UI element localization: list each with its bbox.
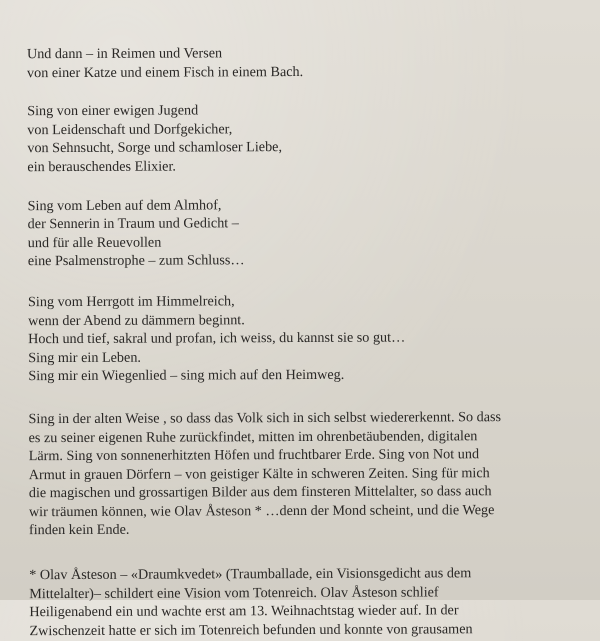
text-line: von Sehnsucht, Sorge und schamloser Liebe, — [27, 139, 283, 157]
text-line: Sing mir ein Wiegenlied – sing mich auf den Heimweg. — [28, 367, 345, 385]
stanza-2 — [27, 100, 575, 177]
stanza-1 — [27, 43, 575, 83]
text-line: Sing mir ein Leben. — [28, 349, 141, 366]
text-line: Sing in der alten Weise , so dass das Volk sich in sich selbst wiedererkennt. So dass — [28, 409, 502, 428]
text-line: Lärm. Sing von sonnenerhitzten Höfen und fruchtbarer Erde. Sing von Not und — [28, 446, 480, 465]
text-line: Zwischenzeit hatte er sich im Totenreich befunden und konnte von grausamen — [29, 621, 473, 640]
text-line: Sing von einer ewigen Jugend — [27, 102, 199, 120]
text-line: finden kein Ende. — [28, 522, 130, 539]
footnote — [29, 564, 577, 641]
text-line: Sing vom Leben auf dem Almhof, — [27, 196, 222, 214]
stanza-4 — [28, 291, 576, 386]
text-line: und für alle Reuevollen — [27, 234, 162, 251]
text-line: Armut in grauen Dörfern – von geistiger Kälte in schweren Zeiten. Sing für mich — [28, 464, 490, 483]
prose-paragraph — [28, 408, 577, 541]
text-line: von Leidenschaft und Dorfgekicher, — [27, 121, 233, 138]
text-line: Sing vom Herrgott im Himmelreich, — [27, 293, 235, 311]
text-line: Und dann – in Reimen und Versen — [26, 45, 223, 63]
text-line: die magischen und grossartigen Bilder aus dem finsteren Mittelalter, so dass auch — [28, 483, 492, 502]
stanza-3 — [28, 194, 576, 271]
text-line: der Sennerin in Traum und Gedicht – — [27, 215, 239, 233]
text-line: wir träumen können, wie Olav Åsteson * …denn der Mond scheint, und die Wege — [28, 502, 495, 521]
text-line: von einer Katze und einem Fisch in einem Bach. — [26, 63, 304, 81]
text-line: * Olav Åsteson – «Draumkvedet» (Traumballade, ein Visionsgedicht aus dem — [29, 565, 472, 584]
text-line: Heiligenabend ein und wachte erst am 13. Weihnachtstag wieder auf. In der — [29, 602, 459, 621]
text-line: ein berauschendes Elixier. — [27, 158, 176, 176]
text-line: es zu seiner eigenen Ruhe zurückfindet, mitten im ohrenbetäubenden, digitalen — [28, 427, 478, 446]
poem-text — [27, 43, 578, 641]
text-line: Mittelalter)– schildert eine Vision vom Totenreich. Olav Åsteson schlief — [29, 584, 439, 602]
text-line: wenn der Abend zu dämmern beginnt. — [28, 311, 245, 329]
text-line: Hoch und tief, sakral und profan, ich weiss, du kannst sie so gut… — [28, 329, 406, 348]
text-line: eine Psalmenstrophe – zum Schluss… — [27, 252, 245, 270]
